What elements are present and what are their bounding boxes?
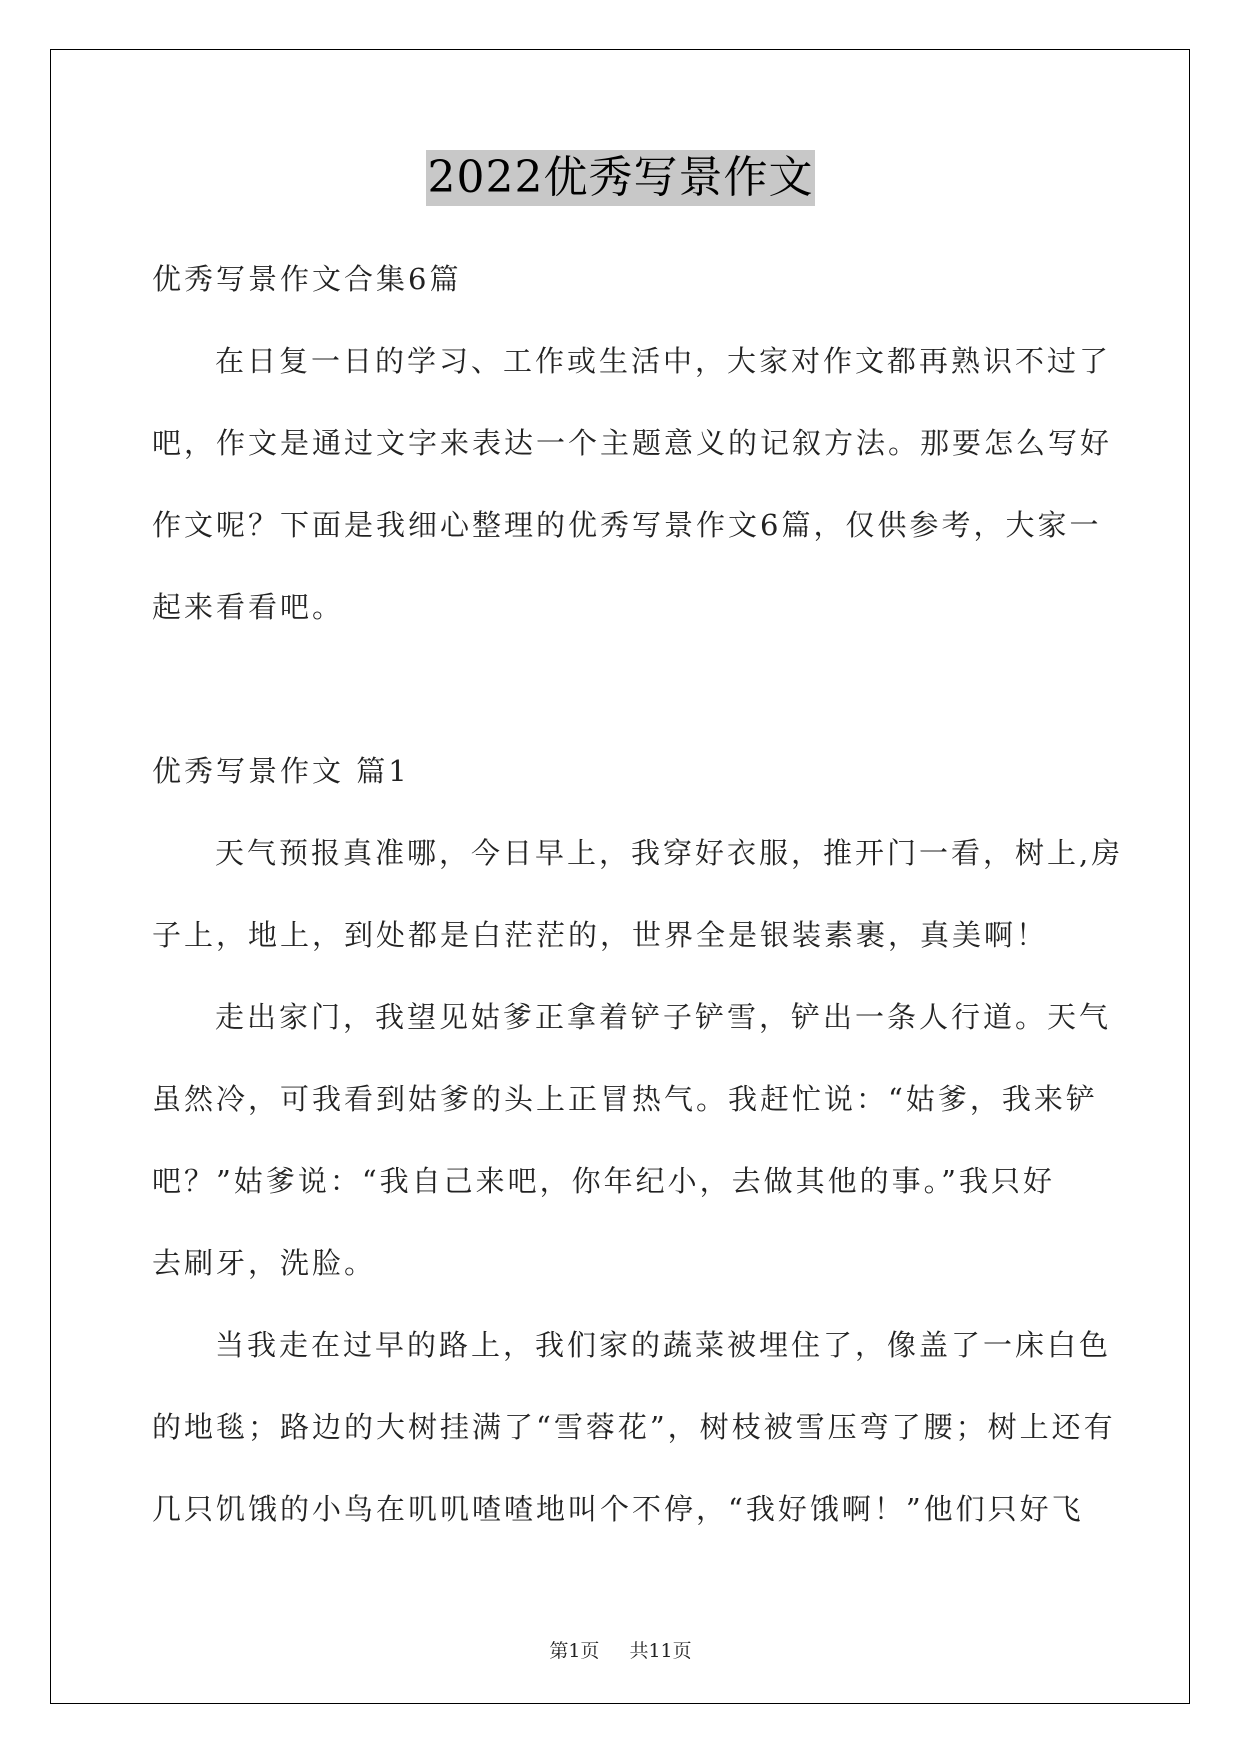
page-number-current: 第1页 <box>549 1640 600 1662</box>
text-line: 吧，作文是通过文字来表达一个主题意义的记叙方法。那要怎么写好 <box>152 426 1113 460</box>
text-line: 去刷牙，洗脸。 <box>152 1246 377 1280</box>
text-line: 优秀写景作文 篇1 <box>152 754 410 788</box>
document-body <box>152 238 1124 1550</box>
paragraph-gap <box>152 648 1090 730</box>
text-line: 当我走在过早的路上，我们家的蔬菜被埋住了，像盖了一床白色 <box>215 1328 1112 1362</box>
text-line: 走出家门，我望见姑爹正拿着铲子铲雪，铲出一条人行道。天气 <box>215 1000 1112 1034</box>
text-line: 的地毯；路边的大树挂满了“雪蓉花”，树枝被雪压弯了腰；树上还有 <box>152 1410 1116 1444</box>
text-line: 优秀写景作文合集6篇 <box>152 262 462 296</box>
text-line: 在日复一日的学习、工作或生活中，大家对作文都再熟识不过了 <box>215 344 1112 378</box>
page-number-total: 共11页 <box>629 1640 692 1662</box>
text-line: 天气预报真准哪，今日早上，我穿好衣服，推开门一看，树上,房 <box>215 836 1124 870</box>
title-container <box>0 150 1241 206</box>
document-title: 2022优秀写景作文 <box>426 150 816 206</box>
text-line: 吧？”姑爹说：“我自己来吧，你年纪小，去做其他的事。”我只好 <box>152 1164 1055 1198</box>
text-line: 几只饥饿的小鸟在叽叽喳喳地叫个不停，“我好饿啊！”他们只好飞 <box>152 1492 1084 1526</box>
text-line: 起来看看吧。 <box>152 590 345 624</box>
text-line: 子上，地上，到处都是白茫茫的，世界全是银装素裹，真美啊！ <box>152 918 1049 952</box>
page-footer <box>0 1636 1241 1663</box>
text-line: 作文呢？下面是我细心整理的优秀写景作文6篇，仅供参考，大家一 <box>152 508 1102 542</box>
text-line: 虽然冷，可我看到姑爹的头上正冒热气。我赶忙说：“姑爹，我来铲 <box>152 1082 1098 1116</box>
